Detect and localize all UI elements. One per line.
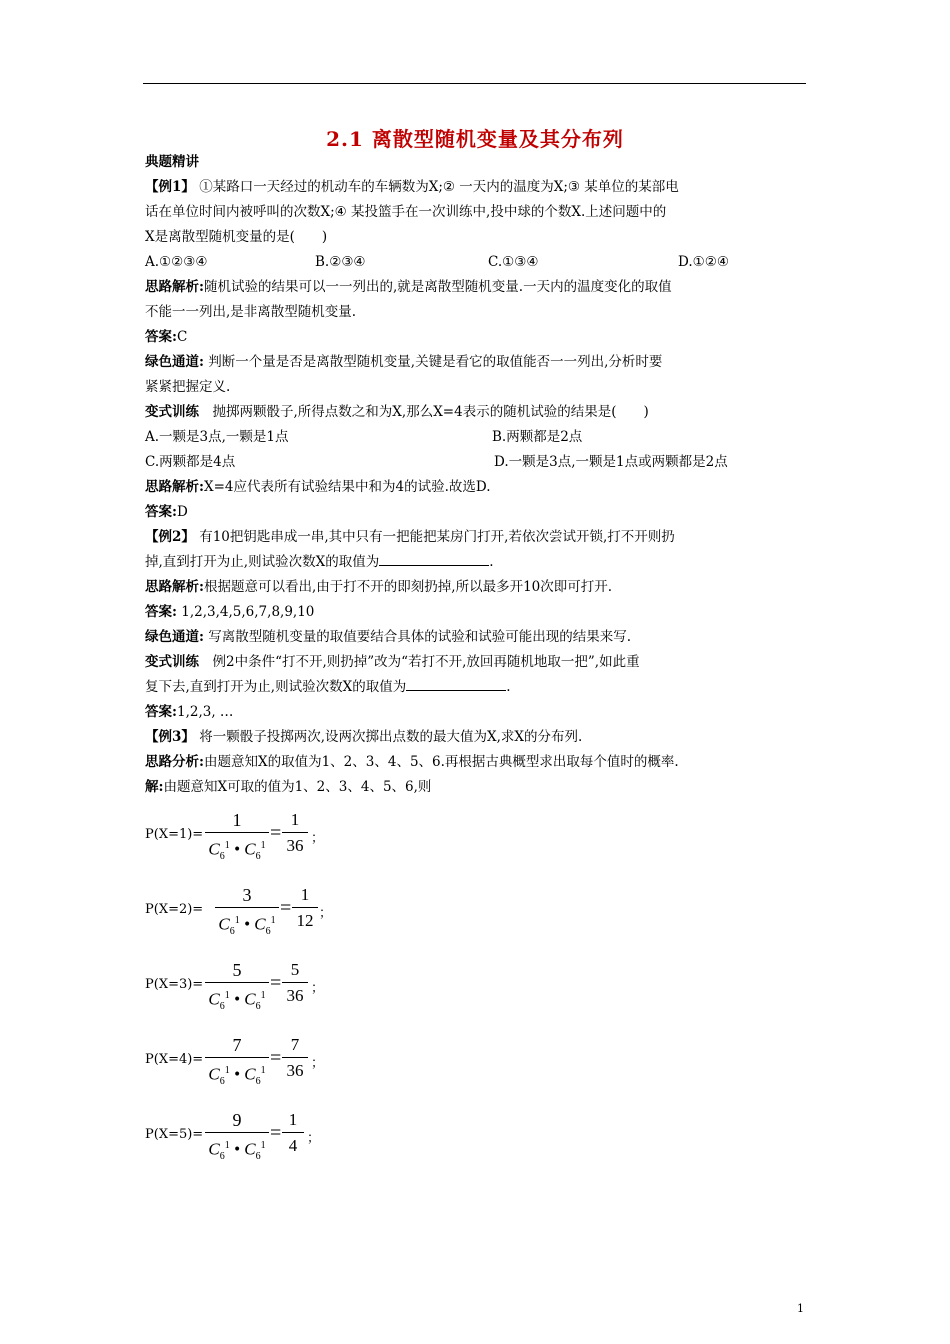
example-1-answer: 答案:C <box>145 329 188 345</box>
example-1-options <box>145 250 807 275</box>
example-1-analysis-1: 思路解析:随机试验的结果可以一一列出的,就是离散型随机变量.一天内的温度变化的取值 <box>145 279 672 295</box>
answer-blank <box>406 675 506 691</box>
result-fraction: 5 36 <box>282 958 308 1009</box>
result-fraction: 7 36 <box>282 1033 308 1084</box>
variant-2-line-2: 复下去,直到打开为止,则试验次数X的取值为 . <box>145 675 807 700</box>
example-1-green-2: 紧紧把握定义. <box>145 379 231 395</box>
example-3-solution: 解:由题意知X可取的值为1、2、3、4、5、6,则 <box>145 779 432 795</box>
combination-fraction: 1 $C_6^1$ • $C_6^1$ <box>205 808 269 859</box>
variant-1-answer: 答案:D <box>145 504 188 520</box>
header-rule <box>143 83 806 84</box>
example-1-label: 【例1】 <box>145 179 195 195</box>
example-3-question: 【例3】 将一颗骰子投掷两次,设两次掷出点数的最大值为X,求X的分布列. <box>145 729 583 745</box>
variant-1-question: 变式训练 抛掷两颗骰子,所得点数之和为X,那么X=4表示的随机试验的结果是( ) <box>145 404 649 420</box>
document-body <box>145 150 807 800</box>
example-1-line-2: 话在单位时间内被呼叫的次数X;④ 某投篮手在一次训练中,投中球的个数X.上述问题中的 <box>145 204 667 220</box>
example-2-line-1: 【例2】 有10把钥匙串成一串,其中只有一把能把某房门打开,若依次尝试开锁,打不开则扔 <box>145 529 675 545</box>
variant-2-answer: 答案:1,2,3, … <box>145 704 234 720</box>
example-2-answer: 答案: 1,2,3,4,5,6,7,8,9,10 <box>145 604 315 620</box>
variant-1-option-a: A.一颗是3点,一颗是1点 <box>145 429 289 445</box>
section-heading: 典题精讲 <box>145 154 199 170</box>
variant-2-line-1: 变式训练 例2中条件“打不开,则扔掉”改为“若打不开,放回再随机地取一把”,如此重 <box>145 654 640 670</box>
example-1-line-3: X是离散型随机变量的是( ) <box>145 229 328 245</box>
page-title: 2.1 离散型随机变量及其分布列 <box>326 127 624 151</box>
equals-sign: = <box>270 822 282 844</box>
equals-sign: = <box>270 1122 282 1144</box>
example-2-line-2: 掉,直到打开为止,则试验次数X的取值为 . <box>145 550 807 575</box>
variant-1-options-cd <box>145 450 807 475</box>
option-c: C.①③④ <box>488 254 539 270</box>
variant-1-option-c: C.两颗都是4点 <box>145 454 236 470</box>
combination-fraction: 9 $C_6^1$ • $C_6^1$ <box>205 1108 269 1159</box>
variant-1-option-d: D.一颗是3点,一颗是1点或两颗都是2点 <box>494 454 728 470</box>
equals-sign: = <box>280 897 292 919</box>
result-fraction: 1 12 <box>292 883 318 934</box>
answer-blank <box>379 550 489 566</box>
example-3-analysis: 思路分析:由题意知X的取值为1、2、3、4、5、6.再根据古典概型求出取每个值时的概率. <box>145 754 679 770</box>
option-b: B.②③④ <box>315 254 366 270</box>
option-a: A.①②③④ <box>145 254 208 270</box>
result-fraction: 1 4 <box>282 1108 304 1159</box>
variant-1-analysis: 思路解析:X=4应代表所有试验结果中和为4的试验.故选D. <box>145 479 491 495</box>
combination-fraction: 5 $C_6^1$ • $C_6^1$ <box>205 958 269 1009</box>
result-fraction: 1 36 <box>282 808 308 859</box>
example-1-line-1: 【例1】 ①某路口一天经过的机动车的车辆数为X;② 一天内的温度为X;③ 某单位的某部电 <box>145 179 679 195</box>
equals-sign: = <box>270 972 282 994</box>
combination-fraction: 3 $C_6^1$ • $C_6^1$ <box>215 883 279 934</box>
variant-1-options-ab <box>145 425 807 450</box>
example-2-analysis: 思路解析:根据题意可以看出,由于打不开的即刻扔掉,所以最多开10次即可打开. <box>145 579 613 595</box>
combination-fraction: 7 $C_6^1$ • $C_6^1$ <box>205 1033 269 1084</box>
example-2-green: 绿色通道: 写离散型随机变量的取值要结合具体的试验和试验可能出现的结果来写. <box>145 629 632 645</box>
page-number: 1 <box>797 1302 804 1315</box>
example-1-analysis-2: 不能一一列出,是非离散型随机变量. <box>145 304 357 320</box>
variant-1-option-b: B.两颗都是2点 <box>492 429 583 445</box>
equals-sign: = <box>270 1047 282 1069</box>
option-d: D.①②④ <box>678 254 729 270</box>
example-1-green-1: 绿色通道: 判断一个量是否是离散型随机变量,关键是看它的取值能否一一列出,分析时要 <box>145 354 663 370</box>
